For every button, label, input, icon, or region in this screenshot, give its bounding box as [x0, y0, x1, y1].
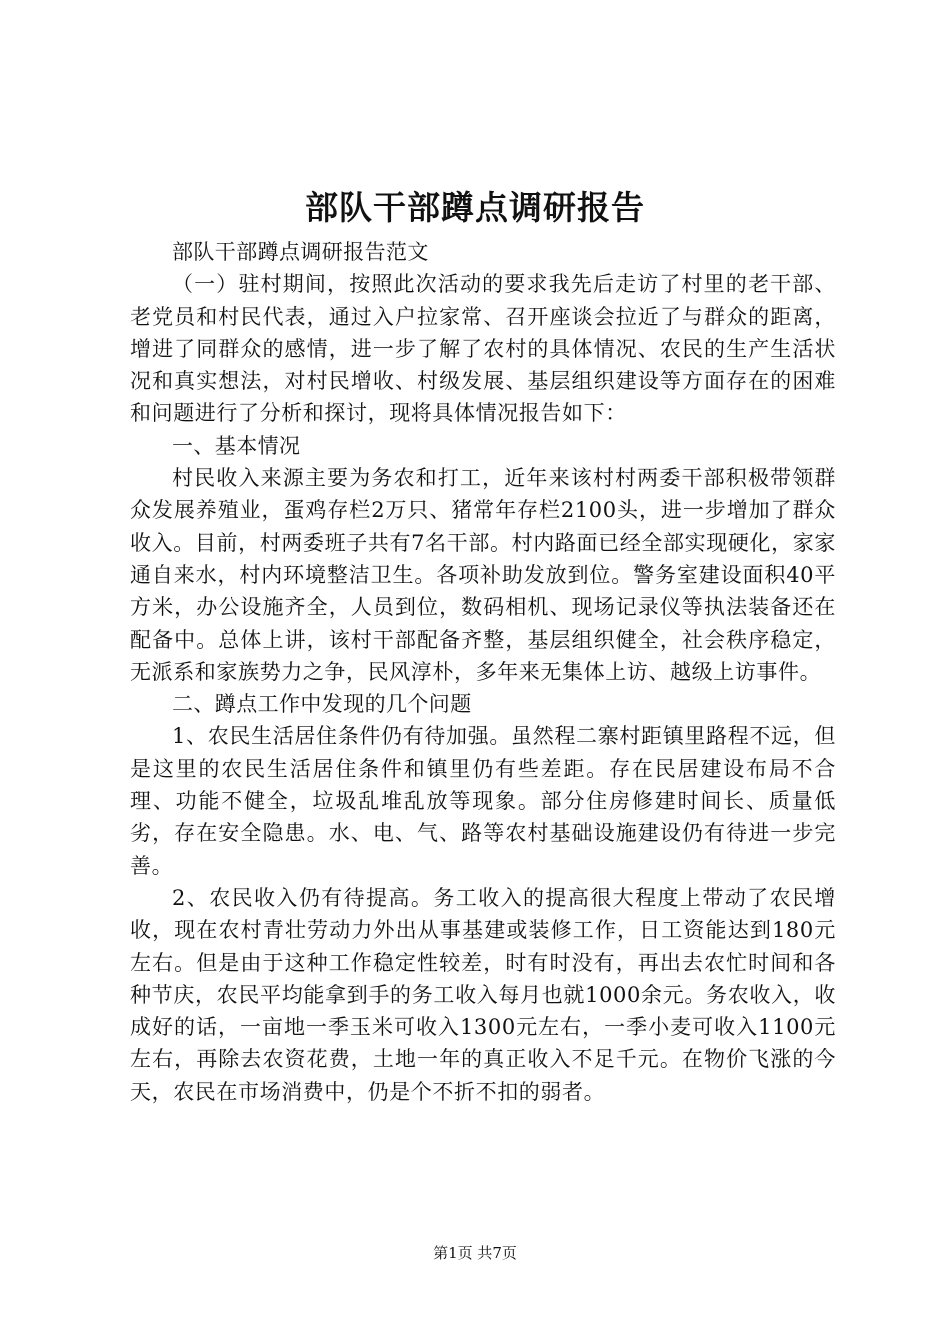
paragraph-problem-2: 2、农民收入仍有待提高。务工收入的提高很大程度上带动了农民增收，现在农村青壮劳动力外出从事基建或装修工作，日工资能达到180元左右。但是由于这种工作稳定性较差，时有时没有，再出去农忙时间和各种节庆，农民平均能拿到手的务工收入每月也就1000余元。务农收入，收成好的话，一亩地一季玉米可收入1300元左右，一季小麦可收入1100元左右，再除去农资花费，土地一年的真正收入不足千元。在物价飞涨的今天，农民在市场消费中，仍是个不折不扣的弱者。	[130, 885, 836, 1104]
document-title: 部队干部蹲点调研报告	[305, 188, 645, 227]
paragraph-intro: （一）驻村期间，按照此次活动的要求我先后走访了村里的老干部、老党员和村民代表，通过入户拉家常、召开座谈会拉近了与群众的距离，增进了同群众的感情，进一步了解了农村的具体情况、农民的生产生活状况和真实想法，对村民增收、村级发展、基层组织建设等方面存在的困难和问题进行了分析和探讨，现将具体情况报告如下：	[130, 272, 836, 426]
section-heading-problems: 二、蹲点工作中发现的几个问题	[172, 692, 472, 717]
paragraph-problem-1: 1、农民生活居住条件仍有待加强。虽然程二寨村距镇里路程不远，但是这里的农民生活居住条件和镇里仍有些差距。存在民居建设布局不合理、功能不健全，垃圾乱堆乱放等现象。部分住房修建时间长、质量低劣，存在安全隐患。水、电、气、路等农村基础设施建设仍有待进一步完善。	[130, 724, 836, 878]
page-footer: 第1页 共7页	[433, 1244, 517, 1262]
document-subtitle: 部队干部蹲点调研报告范文	[172, 240, 429, 264]
paragraph-basic-situation: 村民收入来源主要为务农和打工，近年来该村村两委干部积极带领群众发展养殖业，蛋鸡存栏2万只、猪常年存栏2100头，进一步增加了群众收入。目前，村两委班子共有7名干部。村内路面已经全部实现硬化，家家通自来水，村内环境整洁卫生。各项补助发放到位。警务室建设面积40平方米，办公设施齐全，人员到位，数码相机、现场记录仪等执法装备还在配备中。总体上讲，该村干部配备齐整，基层组织健全，社会秩序稳定，无派系和家族势力之争，民风淳朴，多年来无集体上访、越级上访事件。	[130, 466, 836, 684]
section-heading-basic: 一、基本情况	[172, 433, 301, 458]
document-body	[130, 236, 836, 1108]
